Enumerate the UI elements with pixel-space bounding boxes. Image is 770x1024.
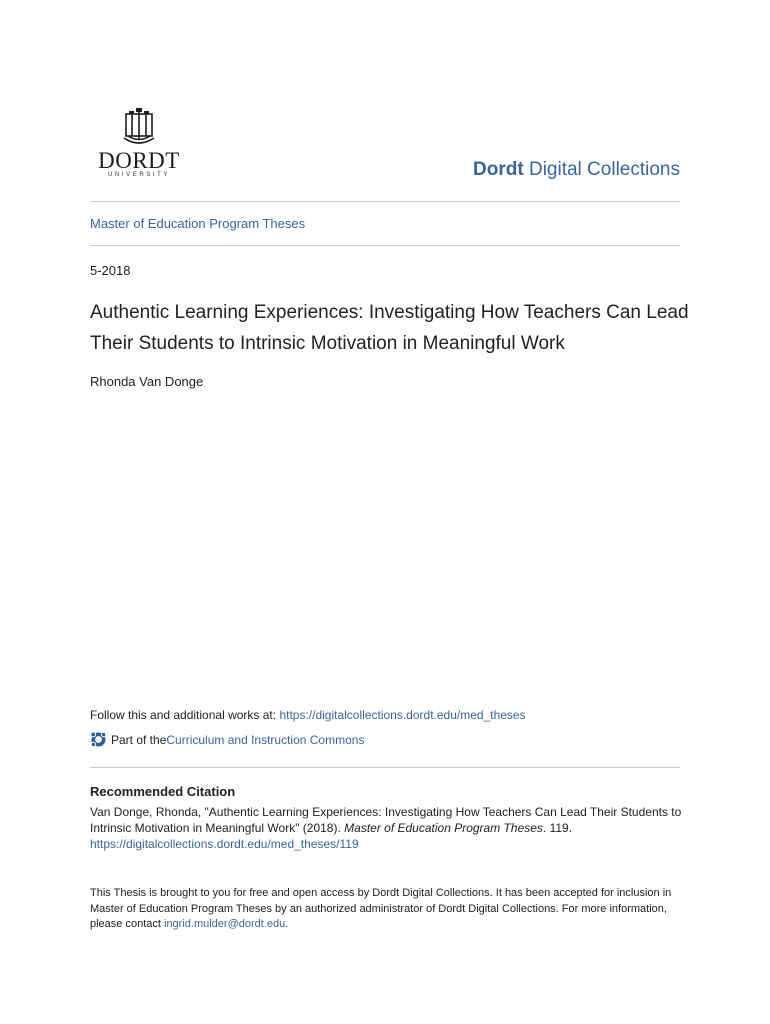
collections-link-rest: Digital Collections bbox=[523, 159, 680, 180]
citation-url-link[interactable]: https://digitalcollections.dordt.edu/med_theses/119 bbox=[90, 837, 359, 851]
divider-series bbox=[90, 245, 680, 246]
network-icon bbox=[90, 731, 107, 748]
logo-subtitle: UNIVERSITY bbox=[107, 172, 170, 178]
collections-link-bold: Dordt bbox=[473, 159, 524, 180]
dordt-logo bbox=[94, 108, 184, 180]
citation-number: . 119. bbox=[542, 821, 573, 835]
citation-heading: Recommended Citation bbox=[90, 784, 236, 799]
follow-prefix: Follow this and additional works at: bbox=[90, 708, 280, 722]
contact-email-link[interactable]: ingrid.mulder@dordt.edu bbox=[164, 918, 286, 930]
part-of-line bbox=[90, 731, 364, 748]
follow-url-link[interactable]: https://digitalcollections.dordt.edu/med_theses bbox=[279, 708, 526, 722]
series-link[interactable]: Master of Education Program Theses bbox=[90, 216, 306, 231]
divider-top bbox=[90, 201, 680, 202]
notice-end: . bbox=[285, 918, 289, 930]
logo-wordmark: DORDT bbox=[98, 148, 180, 173]
notice-body: This Thesis is brought to you for free and open access by Dordt Digital Collections. It has been accepted for inclusion in Master of Education Program Theses by an authorized administrator of Dordt Digital Collections. For more information, please contact bbox=[90, 887, 672, 930]
citation-body: Van Donge, Rhonda, "Authentic Learning Experiences: Investigating How Teachers Can Lead Their Students to Intrinsic Motivation in Meaningful Work" (2018). bbox=[90, 805, 682, 835]
commons-link[interactable]: Curriculum and Instruction Commons bbox=[166, 732, 365, 747]
follow-line bbox=[90, 708, 526, 722]
author-name: Rhonda Van Donge bbox=[90, 374, 204, 389]
divider-citation bbox=[90, 767, 680, 768]
thesis-title: Authentic Learning Experiences: Investigating How Teachers Can Lead Their Students to Intrinsic Motivation in Meaningful Work bbox=[90, 302, 689, 354]
logo-emblem-icon bbox=[120, 108, 158, 148]
citation-text bbox=[90, 804, 690, 852]
citation-series: Master of Education Program Theses bbox=[344, 821, 543, 835]
part-of-prefix: Part of the bbox=[111, 732, 167, 747]
collections-link[interactable] bbox=[473, 159, 680, 181]
publication-date: 5-2018 bbox=[90, 263, 131, 278]
access-notice bbox=[90, 886, 690, 933]
